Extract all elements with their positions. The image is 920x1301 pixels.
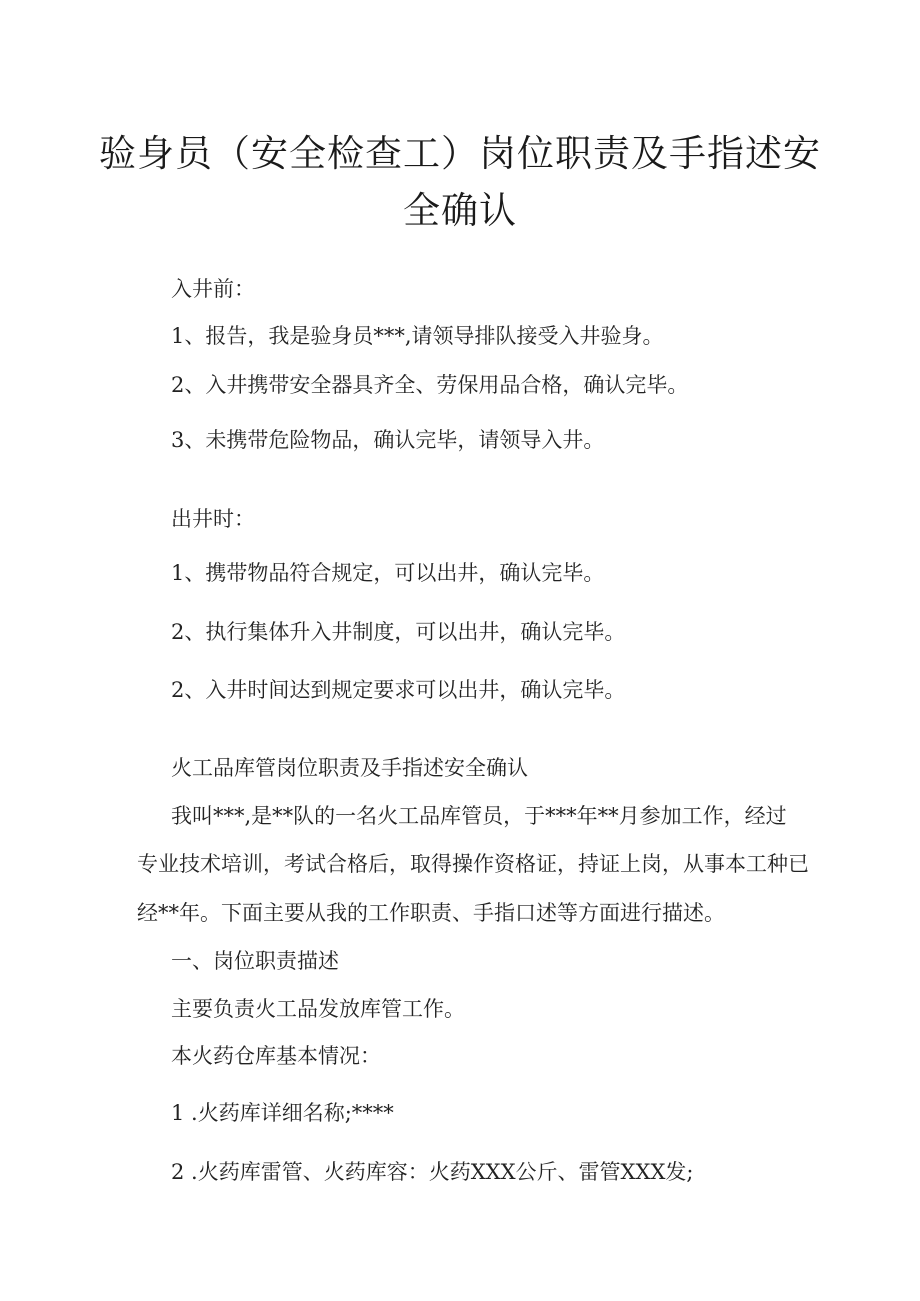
entry-item-1: 1、报告，我是验身员***,请领导排队接受入井验身。 xyxy=(171,324,664,348)
warehouse-item-2: 2 .火药库雷管、火药库容：火药XXX公斤、雷管XXX发; xyxy=(171,1160,694,1184)
intro-line-2: 专业技术培训，考试合格后，取得操作资格证，持证上岗，从事本工种已 xyxy=(137,852,809,876)
exit-section-heading: 出井时： xyxy=(171,507,255,531)
document-title-line-1: 验身员（安全检查工）岗位职责及手指述安 xyxy=(99,132,821,175)
exit-item-2: 2、执行集体升入井制度，可以出井，确认完毕。 xyxy=(171,620,626,644)
entry-item-2: 2、入井携带安全器具齐全、劳保用品合格，确认完毕。 xyxy=(171,373,689,397)
entry-item-3: 3、未携带危险物品，确认完毕，请领导入井。 xyxy=(171,428,605,452)
intro-line-3: 经**年。下面主要从我的工作职责、手指口述等方面进行描述。 xyxy=(137,901,725,925)
second-section-title: 火工品库管岗位职责及手指述安全确认 xyxy=(171,756,528,780)
entry-section-heading: 入井前： xyxy=(171,277,255,301)
warehouse-item-1: 1 .火药库详细名称;**** xyxy=(171,1101,394,1125)
duty-text: 主要负责火工品发放库管工作。 xyxy=(171,997,465,1021)
warehouse-heading: 本火药仓库基本情况： xyxy=(171,1044,381,1068)
intro-line-1: 我叫***,是**队的一名火工品库管员，于***年**月参加工作，经过 xyxy=(171,804,787,828)
document-title-line-2: 全确认 xyxy=(403,189,517,232)
exit-item-1: 1、携带物品符合规定，可以出井，确认完毕。 xyxy=(171,561,605,585)
exit-item-3: 2、入井时间达到规定要求可以出井，确认完毕。 xyxy=(171,678,626,702)
duty-heading: 一、岗位职责描述 xyxy=(171,949,339,973)
